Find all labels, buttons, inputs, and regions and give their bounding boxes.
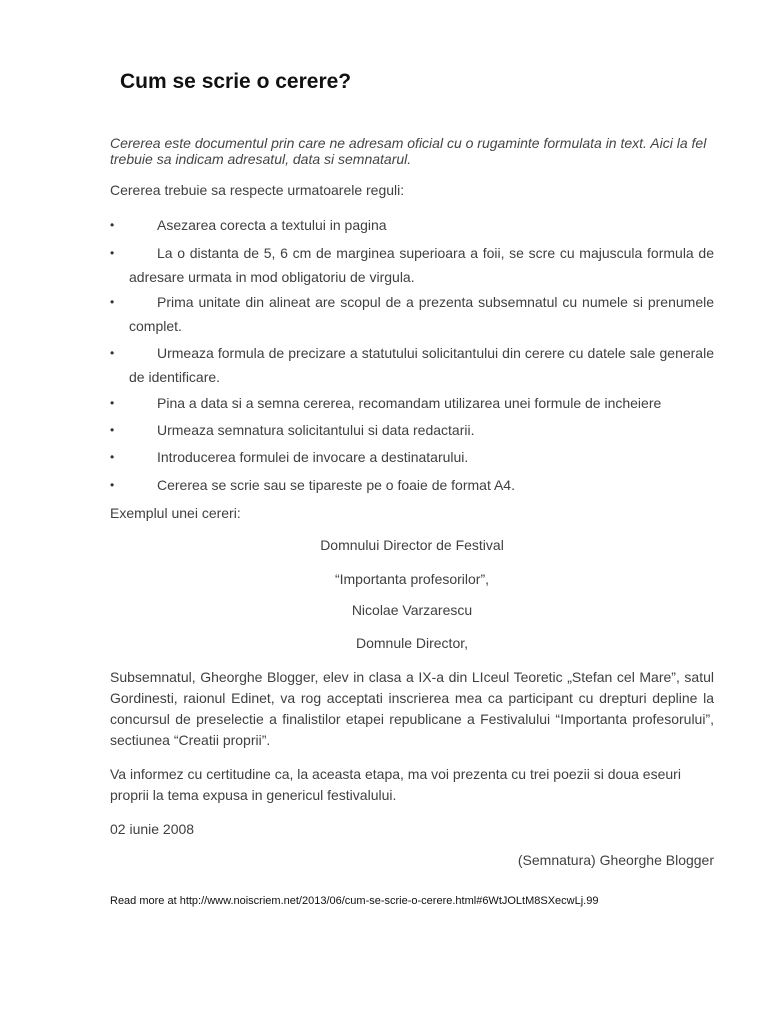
rule-text: Pina a data si a semna cererea, recomandam utilizarea unei formule de incheiere [157, 395, 662, 411]
bullet-icon: • [110, 423, 115, 437]
rule-item [110, 445, 714, 469]
bullet-icon: • [110, 396, 115, 410]
rule-text: Asezarea corecta a textului in pagina [157, 217, 387, 233]
rule-item [110, 341, 714, 389]
read-more-link[interactable]: Read more at http://www.noiscriem.net/2013/06/cum-se-scrie-o-cerere.html#6WtJOLtM8SXecwLj.99 [110, 895, 599, 907]
rule-item [110, 473, 714, 497]
example-date: 02 iunie 2008 [110, 821, 195, 837]
rule-text: Urmeaza semnatura solicitantului si data redactarii. [157, 422, 475, 438]
example-signature: (Semnatura) Gheorghe Blogger [517, 852, 714, 868]
example-addressee: Domnului Director de Festival [320, 537, 504, 553]
rule-text: Urmeaza formula de precizare a statutului solicitantului din cerere cu datele sale generale de identificare. [129, 345, 714, 385]
bullet-icon: • [110, 450, 115, 464]
rule-item [110, 241, 714, 289]
example-body-paragraph: Subsemnatul, Gheorghe Blogger, elev in clasa a IX-a din LIceul Teoretic „Stefan cel Mare”, satul Gordinesti, raionul Edinet, va rog acceptati inscrierea mea ca participant cu drepturi depline la concursul de preselectie a finalistilor etapei republicane a Festivalului “Importanta profesorului”, sectiunea “Creatii proprii”. [110, 669, 714, 748]
example-person: Nicolae Varzarescu [351, 602, 473, 618]
bullet-icon: • [110, 478, 115, 492]
rule-item [110, 391, 714, 415]
example-lead-text: Exemplul unei cereri: [110, 505, 241, 521]
rule-item [110, 213, 714, 237]
example-festival-name: “Importanta profesorilor”, [334, 571, 490, 587]
rule-text: Introducerea formulei de invocare a destinatarului. [157, 449, 469, 465]
rule-item [110, 418, 714, 442]
rule-item [110, 290, 714, 338]
example-body-paragraph: Va informez cu certitudine ca, la aceasta etapa, ma voi prezenta cu trei poezii si doua eseuri proprii la tema expusa in genericul festivalului. [110, 766, 681, 803]
bullet-icon: • [110, 218, 115, 232]
rule-text: Cererea se scrie sau se tipareste pe o foaie de format A4. [157, 477, 515, 493]
intro-paragraph: Cererea este documentul prin care ne adresam oficial cu o rugaminte formulata in text. Aici la fel trebuie sa indicam adresatul, data si semnatarul. [110, 135, 707, 167]
example-salutation: Domnule Director, [355, 635, 469, 651]
bullet-icon: • [110, 246, 115, 260]
rule-text: Prima unitate din alineat are scopul de a prezenta subsemnatul cu numele si prenumele complet. [129, 294, 714, 334]
page-title: Cum se scrie o cerere? [120, 70, 352, 93]
rule-text: La o distanta de 5, 6 cm de marginea superioara a foii, se scre cu majuscula formula de adresare urmata in mod obligatoriu de virgula. [129, 245, 714, 285]
bullet-icon: • [110, 346, 115, 360]
bullet-icon: • [110, 295, 115, 309]
rules-lead-text: Cererea trebuie sa respecte urmatoarele reguli: [110, 182, 405, 198]
